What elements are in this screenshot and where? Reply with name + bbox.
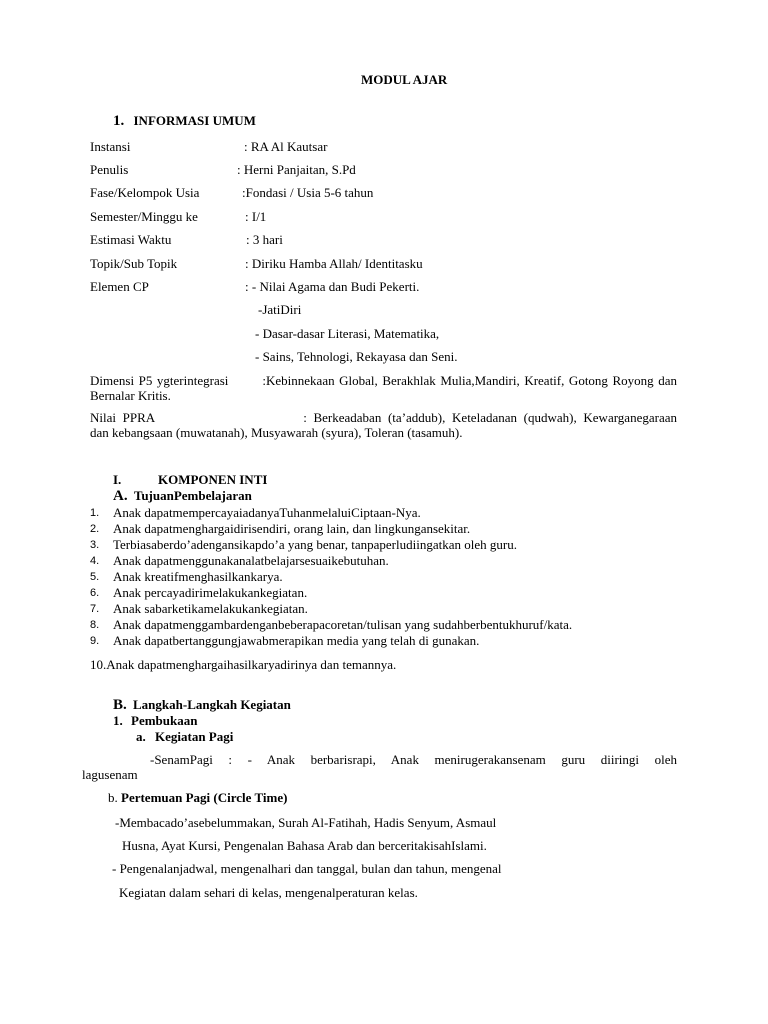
pembukaan-heading <box>113 713 197 728</box>
langkah-title: Langkah-Langkah Kegiatan <box>133 697 291 712</box>
list-item-number: 9. <box>90 635 100 647</box>
nilai-ppra-paragraph <box>90 410 677 440</box>
list-item: Terbiasaberdo’adengansikapdo’a yang benar, tanpaperludiingatkan oleh guru. <box>113 537 517 552</box>
pertemuan-line: Kegiatan dalam sehari di kelas, mengenalperaturan kelas. <box>119 885 418 900</box>
info-value-semester: : I/1 <box>245 209 267 224</box>
info-value-elemen: : - Nilai Agama dan Budi Pekerti. <box>245 279 420 294</box>
langkah-heading <box>113 697 291 713</box>
list-item-number: 2. <box>90 523 100 535</box>
list-item-number: 7. <box>90 603 100 615</box>
elemen-item: - Dasar-dasar Literasi, Matematika, <box>255 326 440 341</box>
pertemuan-line: Husna, Ayat Kursi, Pengenalan Bahasa Arab dan berceritakisahIslami. <box>122 838 487 853</box>
info-value-penulis: : Herni Panjaitan, S.Pd <box>237 162 356 177</box>
info-label-semester: Semester/Minggu ke <box>90 209 198 224</box>
pembukaan-title: Pembukaan <box>131 713 198 728</box>
pertemuan-pagi-heading <box>108 790 287 805</box>
tujuan-letter: A. <box>113 488 128 504</box>
dimensi-p5-label: Dimensi P5 ygterintegrasi <box>90 373 229 388</box>
info-value-estimasi: : 3 hari <box>246 232 283 247</box>
elemen-item: -JatiDiri <box>258 302 302 317</box>
list-item: Anak dapatbertanggungjawabmerapikan media yang telah di gunakan. <box>113 633 480 648</box>
pertemuan-letter: b. <box>108 790 118 805</box>
elemen-item: - Sains, Tehnologi, Rekayasa dan Seni. <box>255 349 458 364</box>
list-item-number: 3. <box>90 539 100 551</box>
komponen-number: I. <box>113 472 122 487</box>
dimensi-p5-value: :Kebinnekaan Global, Berakhlak Mulia,Mandiri, Kreatif, Gotong Royong dan Bernalar Kritis. <box>90 373 677 403</box>
kegiatan-pagi-heading <box>136 729 233 744</box>
nilai-ppra-label: Nilai PPRA <box>90 410 156 425</box>
list-item-number: 4. <box>90 555 100 567</box>
list-item-number: 5. <box>90 571 100 583</box>
list-item: Anak dapatmenghargaidirisendiri, orang lain, dan lingkungansekitar. <box>113 521 471 536</box>
langkah-letter: B. <box>113 697 127 713</box>
pertemuan-line: - Pengenalanjadwal, mengenalhari dan tanggal, bulan dan tahun, mengenal <box>112 861 502 876</box>
pertemuan-line: -Membacado’asebelummakan, Surah Al-Fatihah, Hadis Senyum, Asmaul <box>115 815 497 830</box>
kegiatan-pagi-letter: a. <box>136 729 146 744</box>
pertemuan-title: Pertemuan Pagi (Circle Time) <box>121 790 288 805</box>
list-item: Anak percayadirimelakukankegiatan. <box>113 585 308 600</box>
komponen-title: KOMPONEN INTI <box>158 472 268 487</box>
info-value-topik: : Diriku Hamba Allah/ Identitasku <box>245 256 423 271</box>
section-1-title: INFORMASI UMUM <box>133 113 256 128</box>
list-item: Anak kreatifmenghasilkankarya. <box>113 569 283 584</box>
list-item-number: 1. <box>90 507 100 519</box>
info-label-topik: Topik/Sub Topik <box>90 256 178 271</box>
dimensi-p5-paragraph <box>90 373 677 403</box>
info-value-fase: :Fondasi / Usia 5-6 tahun <box>242 185 374 200</box>
list-item: Anak dapatmempercayaiadanyaTuhanmelaluiCiptaan-Nya. <box>113 505 421 520</box>
pembukaan-number: 1. <box>113 713 123 728</box>
list-item: 10.Anak dapatmenghargaihasilkaryadirinya dan temannya. <box>90 657 397 672</box>
tujuan-title: TujuanPembelajaran <box>133 488 252 503</box>
list-item: Anak dapatmenggambardenganbeberapacoretan/tulisan yang sudahberbentukhuruf/kata. <box>113 617 573 632</box>
info-label-elemen: Elemen CP <box>90 279 149 294</box>
nilai-ppra-value: : Berkeadaban (ta’addub), Keteladanan (qudwah), Kewarganegaraan dan kebangsaan (muwatanah), Musyawarah (syura), Toleran (tasamuh). <box>90 410 677 440</box>
section-1-heading <box>113 113 256 129</box>
info-value-instansi: : RA Al Kautsar <box>244 139 328 154</box>
kegiatan-pagi-title: Kegiatan Pagi <box>155 729 234 744</box>
info-label-estimasi: Estimasi Waktu <box>90 232 172 247</box>
section-1-number: 1. <box>113 113 125 129</box>
list-item-number: 6. <box>90 587 100 599</box>
info-label-instansi: Instansi <box>90 139 131 154</box>
list-item: Anak sabarketikamelakukankegiatan. <box>113 601 308 616</box>
list-item: Anak dapatmenggunakanalatbelajarsesuaikebutuhan. <box>113 553 389 568</box>
senam-line-2: lagusenam <box>82 767 138 782</box>
info-label-fase: Fase/Kelompok Usia <box>90 185 200 200</box>
info-label-penulis: Penulis <box>90 162 129 177</box>
tujuan-heading <box>113 488 252 504</box>
senam-line-1: -SenamPagi : - Anak berbarisrapi, Anak menirugerakansenam guru diiringi oleh <box>150 752 677 767</box>
list-item-number: 8. <box>90 619 100 631</box>
document-title: MODUL AJAR <box>361 72 448 87</box>
